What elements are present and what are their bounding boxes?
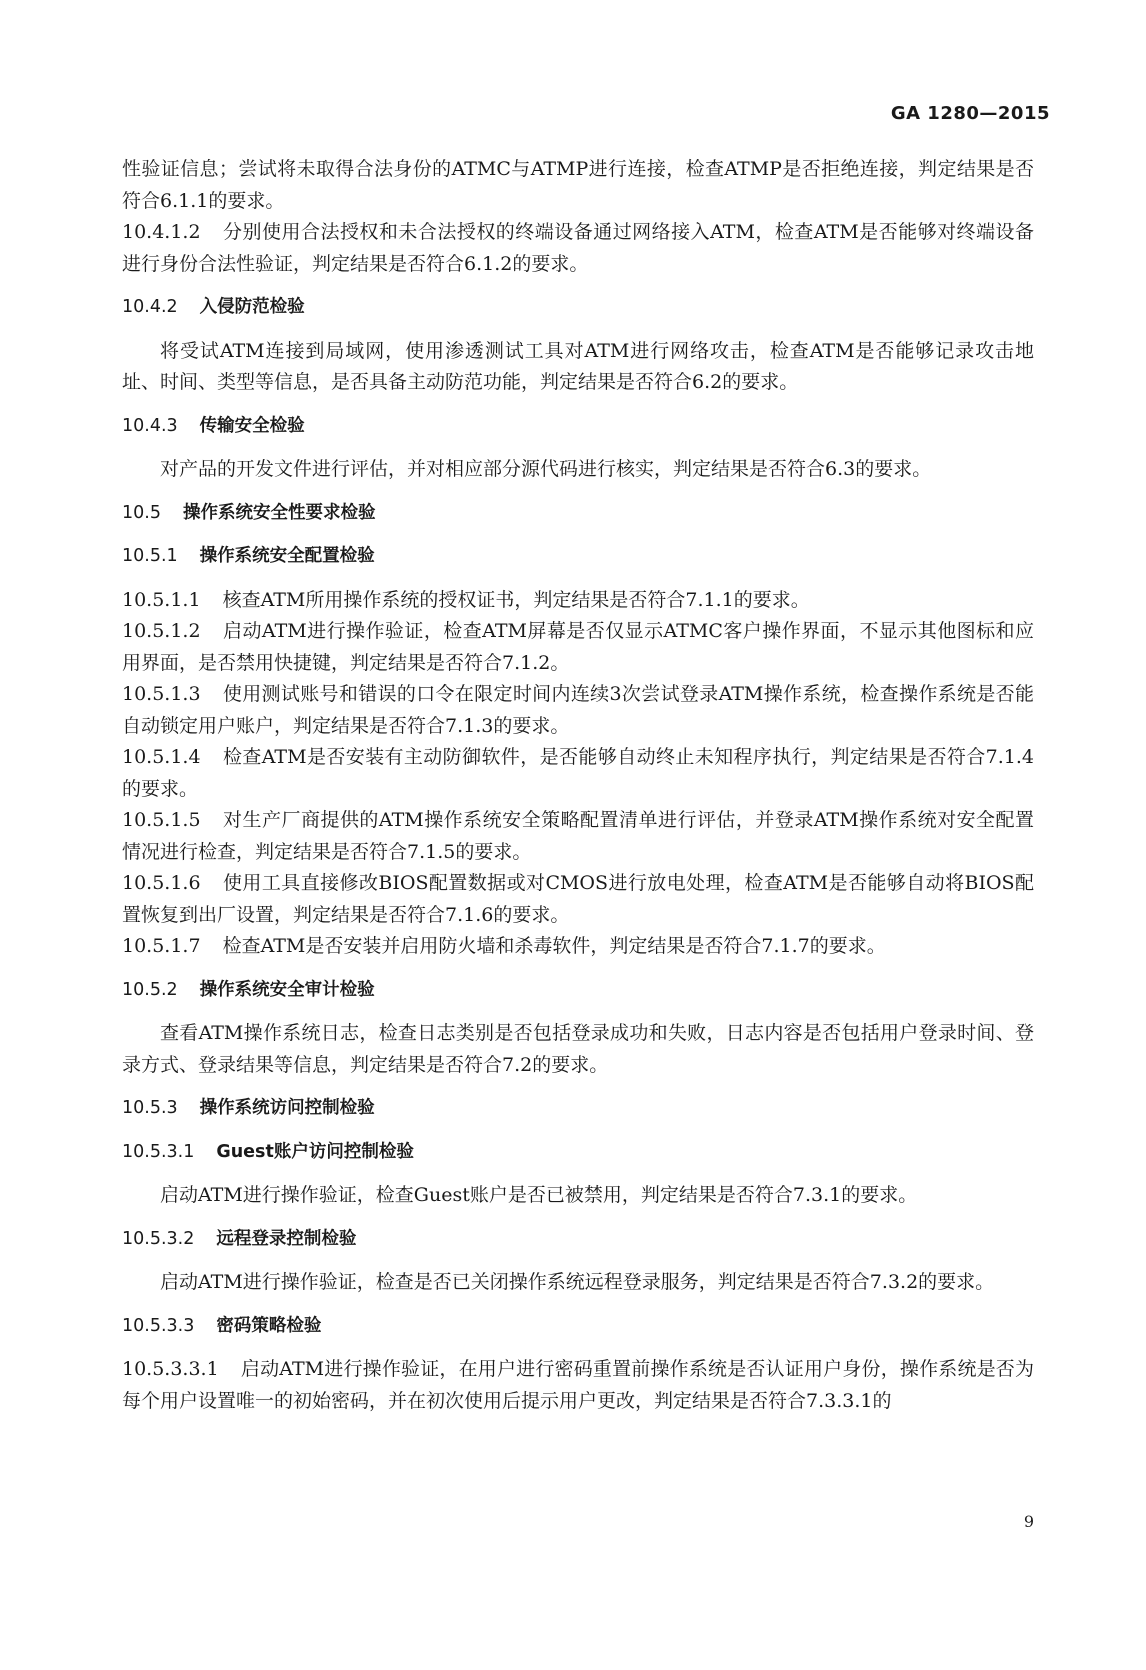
paragraph [122, 336, 1034, 399]
paragraph [122, 1354, 1034, 1417]
heading-text: 密码策略检验 [216, 1315, 322, 1336]
paragraph-text: 对生产厂商提供的ATM操作系统安全策略配置清单进行评估，并登录ATM操作系统对安全配置情况进行检查，判定结果是否符合7.1.5的要求。 [122, 809, 1034, 863]
paragraph [122, 585, 1034, 617]
paragraph [122, 1018, 1034, 1081]
paragraph-text: 查看ATM操作系统日志，检查日志类别是否包括登录成功和失败，日志内容是否包括用户登录时间、登录方式、登录结果等信息，判定结果是否符合7.2的要求。 [122, 1022, 1034, 1076]
paragraph [122, 805, 1034, 868]
section-heading [122, 975, 1034, 1007]
paragraph [122, 931, 1034, 963]
paragraph [122, 217, 1034, 280]
paragraph-text: 启动ATM进行操作验证，检查是否已关闭操作系统远程登录服务，判定结果是否符合7.3.2的要求。 [160, 1271, 995, 1293]
paragraph [122, 154, 1034, 217]
clause-number: 10.5.1.2 [122, 620, 201, 642]
clause-number: 10.5.1.4 [122, 746, 201, 768]
section-heading [122, 1224, 1034, 1256]
paragraph [122, 454, 1034, 486]
clause-number: 10.5.1.5 [122, 809, 201, 831]
page-number: 9 [1023, 1512, 1034, 1531]
heading-text: 操作系统访问控制检验 [199, 1098, 375, 1118]
document-code: GA 1280—2015 [890, 103, 1050, 124]
paragraph [122, 616, 1034, 679]
paragraph-text: 对产品的开发文件进行评估，并对相应部分源代码进行核实，判定结果是否符合6.3的要求。 [160, 458, 932, 480]
heading-text: 操作系统安全审计检验 [199, 979, 375, 1000]
clause-number: 10.5.3.3.1 [122, 1358, 219, 1380]
heading-text: 远程登录控制检验 [216, 1228, 357, 1249]
paragraph-text: 检查ATM是否安装并启用防火墙和杀毒软件，判定结果是否符合7.1.7的要求。 [222, 935, 886, 957]
clause-number: 10.5.3.1 [122, 1141, 195, 1162]
paragraph [122, 868, 1034, 931]
clause-number: 10.5.1.6 [122, 872, 201, 894]
clause-number: 10.5.2 [122, 979, 178, 1000]
paragraph [122, 1267, 1034, 1299]
heading-text: 操作系统安全性要求检验 [182, 502, 376, 523]
section-heading [122, 541, 1034, 573]
heading-text: 传输安全检验 [199, 415, 305, 436]
clause-number: 10.5.3.2 [122, 1228, 195, 1249]
section-heading [122, 1311, 1034, 1343]
clause-number: 10.4.1.2 [122, 221, 201, 243]
clause-number: 10.5.1 [122, 546, 178, 566]
paragraph [122, 679, 1034, 742]
clause-number: 10.5.1.1 [122, 588, 201, 611]
clause-number: 10.4.2 [122, 297, 178, 317]
section-heading [122, 1093, 1034, 1125]
section-heading [122, 292, 1034, 324]
paragraph-text: 检查ATM是否安装有主动防御软件，是否能够自动终止未知程序执行，判定结果是否符合7.1.4的要求。 [122, 746, 1034, 800]
heading-text: 操作系统安全配置检验 [199, 546, 375, 566]
clause-number: 10.4.3 [122, 415, 178, 436]
heading-text: 入侵防范检验 [199, 297, 305, 317]
paragraph-text: 启动ATM进行操作验证，检查ATM屏幕是否仅显示ATMC客户操作界面，不显示其他图标和应用界面，是否禁用快捷键，判定结果是否符合7.1.2。 [122, 620, 1034, 674]
paragraph-text: 启动ATM进行操作验证，在用户进行密码重置前操作系统是否认证用户身份，操作系统是否为每个用户设置唯一的初始密码，并在初次使用后提示用户更改，判定结果是否符合7.3.3.1的 [122, 1358, 1034, 1412]
document-body [122, 154, 1034, 1417]
clause-number: 10.5.1.3 [122, 683, 201, 705]
paragraph-text: 使用工具直接修改BIOS配置数据或对CMOS进行放电处理，检查ATM是否能够自动将BIOS配置恢复到出厂设置，判定结果是否符合7.1.6的要求。 [122, 872, 1034, 926]
clause-number: 10.5.1.7 [122, 935, 201, 957]
section-heading [122, 1137, 1034, 1169]
paragraph [122, 1180, 1034, 1212]
paragraph-text: 性验证信息；尝试将未取得合法身份的ATMC与ATMP进行连接，检查ATMP是否拒绝连接，判定结果是否符合6.1.1的要求。 [122, 158, 1034, 212]
paragraph-text: 核查ATM所用操作系统的授权证书，判定结果是否符合7.1.1的要求。 [222, 588, 810, 611]
heading-text: Guest账户访问控制检验 [216, 1141, 414, 1162]
section-heading [122, 498, 1034, 530]
clause-number: 10.5.3.3 [122, 1315, 195, 1336]
paragraph [122, 742, 1034, 805]
paragraph-text: 使用测试账号和错误的口令在限定时间内连续3次尝试登录ATM操作系统，检查操作系统是否能自动锁定用户账户，判定结果是否符合7.1.3的要求。 [122, 683, 1034, 737]
clause-number: 10.5.3 [122, 1098, 178, 1118]
clause-number: 10.5 [122, 502, 161, 523]
paragraph-text: 分别使用合法授权和未合法授权的终端设备通过网络接入ATM，检查ATM是否能够对终端设备进行身份合法性验证，判定结果是否符合6.1.2的要求。 [122, 221, 1034, 275]
paragraph-text: 启动ATM进行操作验证，检查Guest账户是否已被禁用，判定结果是否符合7.3.1的要求。 [160, 1184, 918, 1206]
section-heading [122, 411, 1034, 443]
paragraph-text: 将受试ATM连接到局域网，使用渗透测试工具对ATM进行网络攻击，检查ATM是否能够记录攻击地址、时间、类型等信息，是否具备主动防范功能，判定结果是否符合6.2的要求。 [122, 339, 1034, 393]
